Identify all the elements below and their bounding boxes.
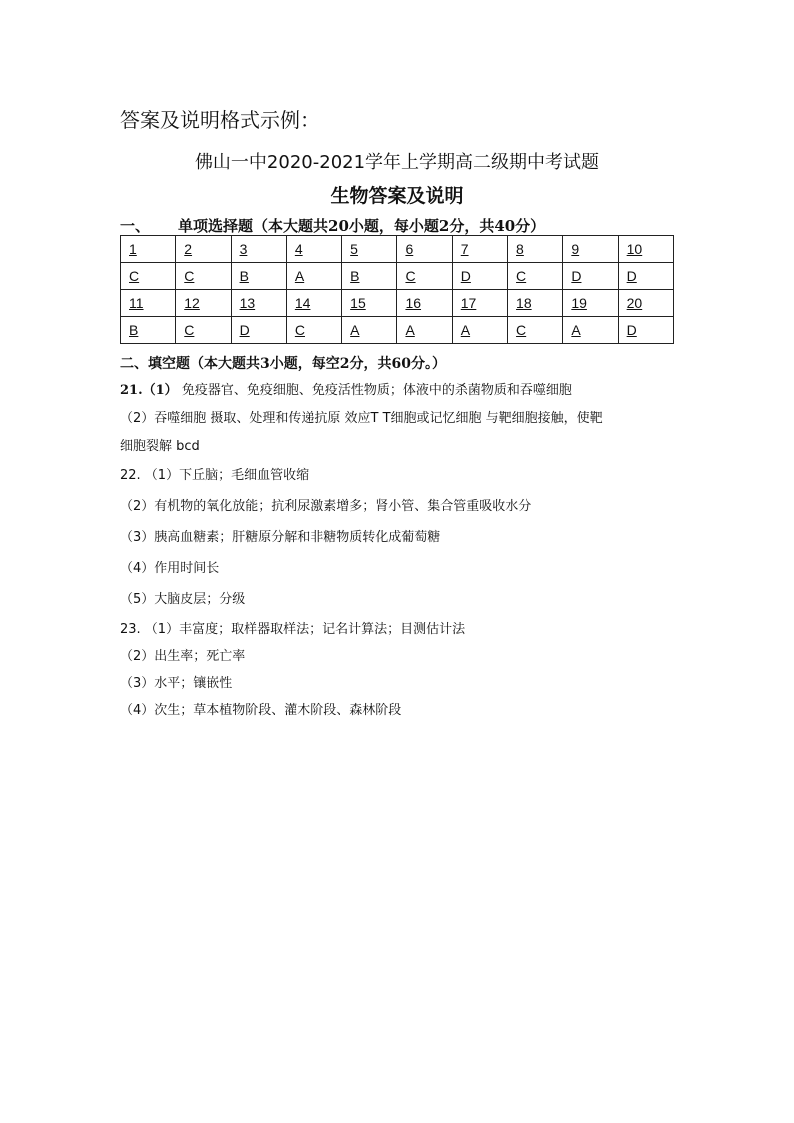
question-number-cell: 19 xyxy=(563,290,618,317)
question-number-row xyxy=(121,290,674,317)
section1-title: 单项选择题（本大题共20小题，每小题2分，共40分） xyxy=(178,217,546,235)
answer-line: （3）胰高血糖素；肝糖原分解和非糖物质转化成葡萄糖 xyxy=(120,530,441,545)
answer-line xyxy=(120,379,572,398)
question-number-cell: 6 xyxy=(397,236,452,263)
question-number-cell: 1 xyxy=(121,236,176,263)
question-number-cell: 8 xyxy=(508,236,563,263)
question-number-cell: 20 xyxy=(618,290,673,317)
answer-cell: D xyxy=(618,263,673,290)
answer-cell: C xyxy=(397,263,452,290)
question-number-cell: 10 xyxy=(618,236,673,263)
question-number-cell: 18 xyxy=(508,290,563,317)
answer-cell: A xyxy=(563,317,618,344)
answer-cell: A xyxy=(452,317,507,344)
question-number-cell: 17 xyxy=(452,290,507,317)
question-number-cell: 11 xyxy=(121,290,176,317)
question-number-row xyxy=(121,236,674,263)
answer-cell: B xyxy=(342,263,397,290)
answer-row xyxy=(121,317,674,344)
answer-row xyxy=(121,263,674,290)
question-number-cell: 9 xyxy=(563,236,618,263)
answer-line: 23. （1）丰富度；取样器取样法；记名计算法；目测估计法 xyxy=(120,622,466,637)
question-number-cell: 5 xyxy=(342,236,397,263)
answer-line: （2）出生率；死亡率 xyxy=(120,649,246,664)
section2-title: 二、填空题（本大题共3小题，每空2分，共60分。） xyxy=(120,356,446,372)
question-number-cell: 7 xyxy=(452,236,507,263)
answer-text: 免疫器官、免疫细胞、免疫活性物质；体液中的杀菌物质和吞噬细胞 xyxy=(181,383,572,398)
section1-number: 一、 xyxy=(120,217,151,235)
answer-line: 22. （1）下丘脑；毛细血管收缩 xyxy=(120,468,310,483)
answer-line: （4）作用时间长 xyxy=(120,561,220,576)
answer-line: （4）次生；草本植物阶段、灌木阶段、森林阶段 xyxy=(120,703,402,718)
answer-line: （5）大脑皮层；分级 xyxy=(120,592,246,607)
answer-cell: A xyxy=(342,317,397,344)
answer-line: （2）有机物的氧化放能；抗利尿激素增多；肾小管、集合管重吸收水分 xyxy=(120,499,532,514)
exam-title: 佛山一中2020-2021学年上学期高二级期中考试题 xyxy=(194,152,600,173)
answer-cell: C xyxy=(508,263,563,290)
answer-line: （3）水平；镶嵌性 xyxy=(120,676,233,691)
question-number-cell: 12 xyxy=(176,290,231,317)
question-number-cell: 2 xyxy=(176,236,231,263)
answer-cell: C xyxy=(176,317,231,344)
answer-cell: C xyxy=(176,263,231,290)
answer-cell: C xyxy=(286,317,341,344)
answer-cell: B xyxy=(231,263,286,290)
answer-cell: B xyxy=(121,317,176,344)
answer-cell: D xyxy=(618,317,673,344)
answer-cell: D xyxy=(563,263,618,290)
answer-line: 细胞裂解 bcd xyxy=(120,439,200,454)
question-number-cell: 15 xyxy=(342,290,397,317)
answer-cell: C xyxy=(121,263,176,290)
subject-title: 生物答案及说明 xyxy=(330,185,464,207)
question-number-cell: 4 xyxy=(286,236,341,263)
question-number-cell: 16 xyxy=(397,290,452,317)
answer-cell: D xyxy=(452,263,507,290)
question-number-cell: 14 xyxy=(286,290,341,317)
question-number-cell: 13 xyxy=(231,290,286,317)
answer-cell: A xyxy=(397,317,452,344)
question-number: 21.（1） xyxy=(120,383,178,398)
section1-heading xyxy=(120,215,545,236)
answer-cell: C xyxy=(508,317,563,344)
answer-line: （2）吞噬细胞 摄取、处理和传递抗原 效应T T细胞或记忆细胞 与靶细胞接触，使靶 xyxy=(120,411,603,426)
format-heading: 答案及说明格式示例： xyxy=(120,108,320,132)
answer-table xyxy=(120,235,674,344)
answer-cell: D xyxy=(231,317,286,344)
question-number-cell: 3 xyxy=(231,236,286,263)
answer-cell: A xyxy=(286,263,341,290)
